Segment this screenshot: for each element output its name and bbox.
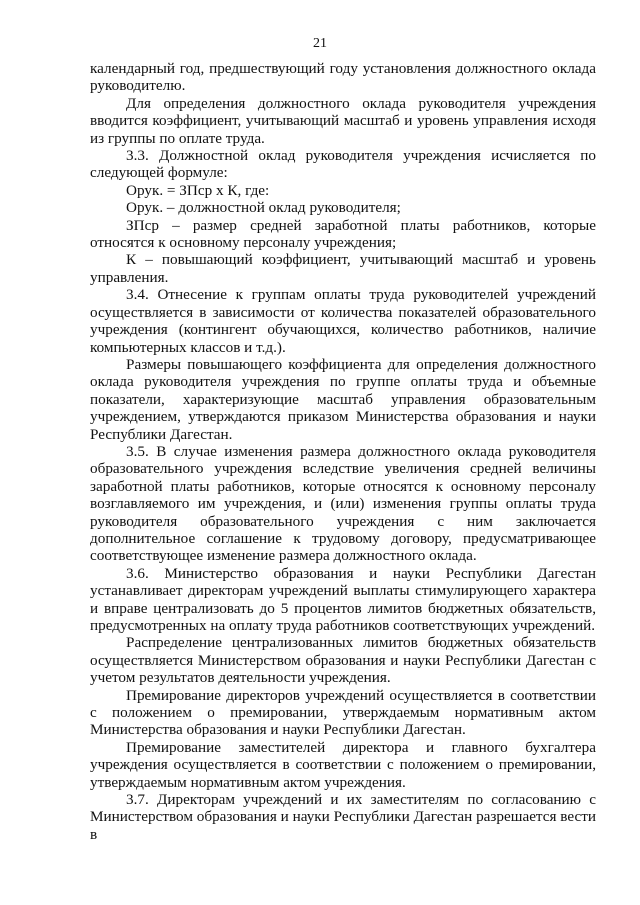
paragraph: Распределение централизованных лимитов бюджетных обязательств осуществляется Министерством образования и науки Республики Дагестан с учетом результатов деятельности учреждения.	[90, 634, 596, 687]
paragraph: календарный год, предшествующий году установления должностного оклада руководителю.	[90, 60, 596, 95]
paragraph: 3.7. Директорам учреждений и их заместителям по согласованию с Министерством образования и науки Республики Дагестан разрешается вести в	[90, 791, 596, 843]
paragraph: Премирование директоров учреждений осуществляется в соответствии с положением о премировании, утверждаемым нормативным актом Министерства образования и науки Республики Дагестан.	[90, 686, 596, 739]
paragraph: Орук. = ЗПср х К, где:	[126, 181, 270, 199]
paragraph: ЗПср – размер средней заработной платы работников, которые относятся к основному персоналу учреждения;	[90, 216, 596, 252]
paragraph: Премирование заместителей директора и главного бухгалтера учреждения осуществляется в соответствии с положением о премировании, утверждаемым нормативным актом учреждения.	[90, 738, 596, 791]
paragraph: 3.3. Должностной оклад руководителя учреждения исчисляется по следующей формуле:	[90, 147, 596, 182]
paragraph: К – повышающий коэффициент, учитывающий масштаб и уровень управления.	[90, 251, 596, 286]
paragraph: Размеры повышающего коэффициента для определения должностного оклада руководителя учреждения по группе оплаты труда и объемные показатели, характеризующие масштаб управления образовательным учреждением, утверждаются приказом Министерства образования и науки Республики Дагестан.	[90, 355, 596, 443]
paragraph: Для определения должностного оклада руководителя учреждения вводится коэффициент, учитывающий масштаб и уровень управления исходя из группы по оплате труда.	[90, 94, 596, 147]
paragraph: 3.5. В случае изменения размера должностного оклада руководителя образовательного учреждения вследствие увеличения средней величины заработной платы работников, которые относятся к основному персоналу возглавляемого им учреждения, и (или) изменения группы оплаты труда руководителя образовательного учреждения с ним заключается дополнительное соглашение к трудовому договору, предусматривающее соответствующее изменение размера должностного оклада.	[90, 442, 596, 565]
page-number: 21	[313, 36, 327, 51]
paragraph: 3.6. Министерство образования и науки Республики Дагестан устанавливает директорам учреждений выплаты стимулирующего характера и вправе централизовать до 5 процентов лимитов бюджетных обязательств, предусмотренных на оплату труда работников соответствующих учреждений.	[90, 564, 596, 634]
paragraph: 3.4. Отнесение к группам оплаты труда руководителей учреждений осуществляется в зависимости от количества показателей образовательного учреждения (контингент обучающихся, количество работников, наличие компьютерных классов и т.д.).	[90, 286, 596, 356]
document-body	[90, 60, 596, 843]
paragraph: Орук. – должностной оклад руководителя;	[126, 199, 401, 217]
